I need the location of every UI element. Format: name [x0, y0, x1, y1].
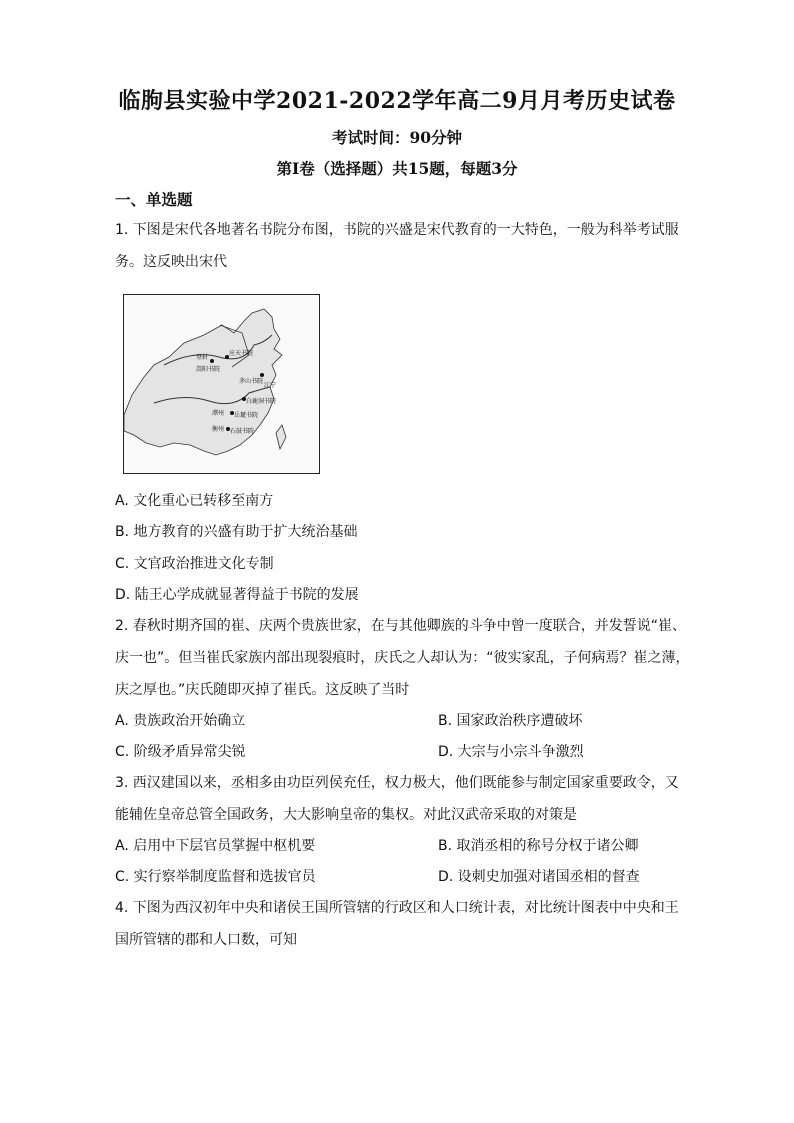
stem-line: 4. 下图为西汉初年中央和诸侯王国所管辖的行政区和人口统计表，对比统计图表中中央和王 [115, 900, 679, 916]
map-label: 应天书院 [229, 350, 254, 357]
q2-option-a: A. 贵族政治开始确立 [115, 713, 246, 729]
map-label: 石鼓书院 [230, 428, 255, 435]
question-1-stem [115, 214, 690, 278]
q1-option-b: B. 地方教育的兴盛有助于扩大统治基础 [115, 524, 358, 540]
stem-line: 庆一也”。但当崔氏家族内部出现裂痕时，庆氏之人却认为：“彼实家乱，子何病焉？崔之薄， [115, 650, 690, 666]
stem-line: 3. 西汉建国以来，丞相多由功臣列侯充任，权力极大，他们既能参与制定国家重要政令，又 [115, 775, 679, 791]
academy-marker [260, 373, 264, 377]
map-label: 嵩阳书院 [196, 366, 221, 373]
song-academies-map [123, 294, 320, 474]
map-figure [124, 295, 319, 473]
q2-option-d: D. 大宗与小宗斗争激烈 [438, 744, 584, 760]
q2-option-b: B. 国家政治秩序遭破坏 [438, 713, 583, 729]
part-heading: 第I卷（选择题）共15题，每题3分 [276, 159, 518, 178]
stem-line: 务。这反映出宋代 [115, 254, 227, 270]
taiwan-island [276, 425, 286, 449]
map-label: 白鹿洞书院 [246, 398, 277, 405]
q1-option-d: D. 陆王心学成就显著得益于书院的发展 [115, 587, 359, 603]
q3-option-c: C. 实行察举制度监督和选拔官员 [115, 869, 316, 885]
question-4-stem [115, 892, 690, 956]
q1-option-c: C. 文官政治推进文化专制 [115, 556, 274, 572]
stem-line: 能辅佐皇帝总管全国政务，大大影响皇帝的集权。对此汉武帝采取的对策是 [115, 807, 577, 823]
q2-option-c: C. 阶级矛盾异常尖锐 [115, 744, 246, 760]
q3-option-a: A. 启用中下层官员掌握中枢机要 [115, 838, 316, 854]
stem-line: 1. 下图是宋代各地著名书院分布图，书院的兴盛是宋代教育的一大特色，一般为科举考试服 [115, 222, 679, 238]
exam-time: 考试时间：90分钟 [331, 128, 463, 147]
map-label: 衡州 [212, 426, 225, 433]
question-3-stem [115, 767, 690, 831]
map-label: 登封 [196, 354, 209, 361]
map-label: 茅山书院 [239, 378, 264, 385]
stem-line: 国所管辖的郡和人口数，可知 [115, 932, 297, 948]
exam-title: 临朐县实验中学2021-2022学年高二9月月考历史试卷 [118, 88, 676, 114]
map-label: 岳麓书院 [234, 412, 259, 419]
q3-option-d: D. 设刺史加强对诸国丞相的督查 [438, 869, 640, 885]
question-2-stem [115, 610, 690, 706]
map-label: 江宁 [264, 382, 277, 389]
map-label: 潭州 [212, 410, 225, 417]
q3-option-b: B. 取消丞相的称号分权于诸公卿 [438, 838, 639, 854]
stem-line: 2. 春秋时期齐国的崔、庆两个贵族世家，在与其他卿族的斗争中曾一度联合，并发誓说“崔、 [115, 618, 687, 634]
stem-line: 庆之厚也。”庆氏随即灭掉了崔氏。这反映了当时 [115, 682, 410, 698]
academy-marker [210, 359, 214, 363]
section-title: 一、单选题 [115, 190, 193, 209]
q1-option-a: A. 文化重心已转移至南方 [115, 493, 274, 509]
